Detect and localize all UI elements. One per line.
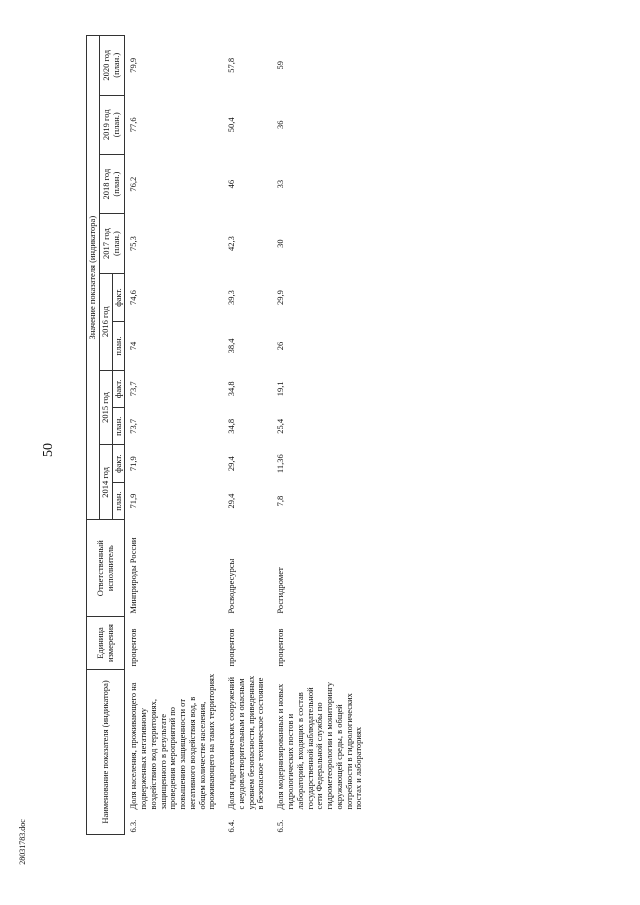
value-2016-fact: 29,9 [275, 290, 286, 305]
header-year-2018: 2018 год (план.) [99, 154, 125, 213]
header-year-2019: 2019 год (план.) [99, 95, 125, 154]
header-year-2015: 2015 год [99, 370, 112, 445]
value-2015-plan: 73,7 [128, 418, 139, 434]
header-2016-fact: факт. [112, 273, 125, 321]
header-2014-plan: план. [112, 482, 125, 519]
row-unit: процентов [128, 628, 139, 667]
value-2014-fact: 11,36 [275, 454, 286, 474]
value-2015-fact: 34,8 [226, 381, 237, 397]
header-year-2014: 2014 год [99, 445, 112, 520]
table-row [225, 36, 274, 835]
value-2020: 59 [275, 61, 286, 70]
row-executor: Росгидромет [275, 567, 286, 614]
footer-file-code: 28031783.doc [18, 819, 27, 865]
row-indicator-name: Доля модернизированных и новых гидрологических постов и лабораторий, входящих в состав государственной наблюдательной сети Федеральной службы по гидрометеорологии и мониторингу окружающей среды, в общей потребности в гидрологических постах и лабораториях [275, 681, 364, 810]
row-number: 6.3. [128, 819, 139, 833]
header-2015-plan: план. [112, 408, 125, 445]
page-number: 50 [41, 443, 56, 457]
value-2017: 30 [275, 239, 286, 248]
row-unit: процентов [275, 628, 286, 667]
value-2014-fact: 71,9 [128, 456, 139, 472]
value-2018: 76,2 [128, 176, 139, 192]
value-2017: 42,3 [226, 236, 237, 252]
value-2014-plan: 71,9 [128, 493, 139, 509]
value-2016-plan: 74 [128, 341, 139, 351]
value-2016-fact: 39,3 [226, 290, 237, 305]
header-year-2017: 2017 год (план.) [99, 214, 125, 273]
value-2015-fact: 19,1 [275, 381, 286, 397]
value-2015-fact: 73,7 [128, 381, 139, 397]
header-year-2020: 2020 год (план.) [99, 36, 125, 96]
header-2016-plan: план. [112, 322, 125, 370]
value-2019: 77,6 [128, 117, 139, 133]
value-2018: 46 [226, 179, 237, 189]
row-unit: процентов [226, 628, 237, 667]
value-2018: 33 [275, 179, 286, 189]
row-executor: Минприроды России [128, 537, 139, 614]
value-2015-plan: 25,4 [275, 418, 286, 434]
table-row [125, 36, 225, 835]
header-values-group: Значение показателя (индикатора) [87, 36, 100, 520]
value-2017: 75,3 [128, 236, 139, 252]
indicator-table-rotated [86, 35, 621, 835]
header-year-2016: 2016 год [99, 273, 112, 370]
value-2014-plan: 7,8 [275, 495, 286, 507]
value-2019: 50,4 [226, 117, 237, 133]
row-indicator-name: Доля населения, проживающего на подверженных негативному воздействию вод территориях, защищенного в результате проведения мероприятий по повышению защищенности от негативного воздействия вод, в общем количестве населения, проживающего на таких территориях [128, 673, 217, 810]
row-number: 6.5. [275, 819, 286, 833]
value-2016-plan: 26 [275, 341, 286, 351]
table-row [274, 36, 372, 835]
header-2014-fact: факт. [112, 445, 125, 482]
row-indicator-name: Доля гидротехнических сооружений с неудовлетворительным и опасным уровнем безопасности, приведенных в безопасное техническое состояние [226, 675, 266, 810]
value-2016-plan: 38,4 [226, 338, 237, 354]
header-unit: Единица измерения [87, 617, 125, 670]
value-2019: 36 [275, 120, 286, 129]
indicator-table [86, 35, 372, 835]
value-2016-fact: 74,6 [128, 290, 139, 305]
row-executor: Росводресурсы [226, 558, 237, 614]
value-2020: 57,8 [226, 57, 237, 73]
value-2015-plan: 34,8 [226, 418, 237, 434]
value-2014-plan: 29,4 [226, 493, 237, 509]
header-2015-fact: факт. [112, 370, 125, 407]
header-indicator-name: Наименование показателя (индикатора) [87, 669, 125, 834]
row-number: 6.4. [226, 819, 237, 833]
value-2020: 79,9 [128, 57, 139, 73]
header-executor: Ответственный исполнитель [87, 520, 125, 617]
value-2014-fact: 29,4 [226, 456, 237, 472]
